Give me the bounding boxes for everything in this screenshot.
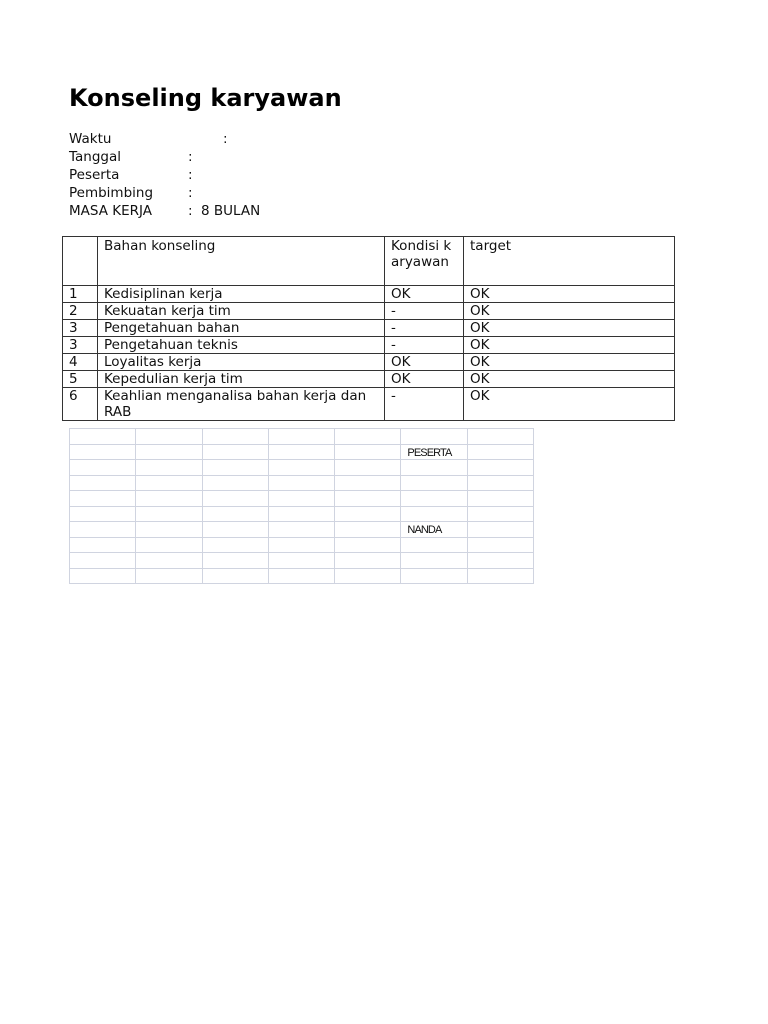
signature-grid-cell xyxy=(202,444,268,460)
signature-grid-cell xyxy=(335,444,401,460)
signature-grid-cell xyxy=(268,444,334,460)
signature-grid-cell xyxy=(401,506,467,522)
info-label: Peserta xyxy=(69,167,120,183)
table-row xyxy=(63,337,675,354)
signature-grid-cell xyxy=(202,568,268,584)
row-no: 3 xyxy=(63,337,98,354)
signature-grid-cell xyxy=(268,522,334,538)
signature-grid-cell xyxy=(335,460,401,476)
counseling-table xyxy=(62,236,675,421)
header-kondisi: Kondisi karyawan xyxy=(385,237,464,286)
table-row xyxy=(63,388,675,421)
signature-grid-cell xyxy=(268,491,334,507)
signature-grid-cell xyxy=(335,506,401,522)
signature-grid-row xyxy=(70,491,534,507)
row-no: 6 xyxy=(63,388,98,421)
signature-grid-cell xyxy=(136,491,202,507)
signature-grid-cell xyxy=(467,522,533,538)
row-bahan: Kepedulian kerja tim xyxy=(98,371,385,388)
signature-grid-row xyxy=(70,460,534,476)
signature-grid-cell xyxy=(136,537,202,553)
signature-grid-cell xyxy=(467,491,533,507)
signature-grid-cell xyxy=(136,568,202,584)
row-kondisi: - xyxy=(385,388,464,421)
row-no: 5 xyxy=(63,371,98,388)
row-bahan: Pengetahuan teknis xyxy=(98,337,385,354)
signature-grid-cell xyxy=(136,429,202,445)
signature-table xyxy=(69,428,534,584)
row-kondisi: - xyxy=(385,337,464,354)
row-target: OK xyxy=(464,286,675,303)
signature-grid-cell xyxy=(467,506,533,522)
signature-grid-cell xyxy=(136,475,202,491)
signature-grid-cell xyxy=(136,553,202,569)
signature-grid-cell xyxy=(268,475,334,491)
table-row xyxy=(63,371,675,388)
row-target: OK xyxy=(464,303,675,320)
signature-grid-cell xyxy=(467,553,533,569)
signature-grid-cell xyxy=(136,522,202,538)
signature-grid-cell xyxy=(202,522,268,538)
header-bahan: Bahan konseling xyxy=(98,237,385,286)
signature-grid xyxy=(69,428,534,584)
signature-grid-row xyxy=(70,475,534,491)
signature-grid-cell xyxy=(335,537,401,553)
row-target: OK xyxy=(464,354,675,371)
header-target: target xyxy=(464,237,675,286)
header-no xyxy=(63,237,98,286)
signature-grid-cell xyxy=(70,568,136,584)
signature-grid-cell xyxy=(335,429,401,445)
signature-grid-cell xyxy=(202,506,268,522)
signature-grid-cell xyxy=(335,491,401,507)
info-label: MASA KERJA xyxy=(69,203,152,219)
signature-grid-cell xyxy=(70,537,136,553)
row-bahan: Pengetahuan bahan xyxy=(98,320,385,337)
info-label: Tanggal xyxy=(69,149,122,165)
signature-grid-cell xyxy=(401,429,467,445)
row-kondisi: - xyxy=(385,303,464,320)
info-colon: : xyxy=(223,131,228,147)
row-kondisi: OK xyxy=(385,354,464,371)
signature-grid-cell xyxy=(401,522,467,538)
signature-grid-cell xyxy=(202,491,268,507)
row-target: OK xyxy=(464,388,675,421)
info-colon: : xyxy=(188,203,193,219)
signature-grid-cell xyxy=(202,553,268,569)
signature-grid-cell xyxy=(401,491,467,507)
row-no: 2 xyxy=(63,303,98,320)
signature-grid-cell xyxy=(70,553,136,569)
row-bahan: Kedisiplinan kerja xyxy=(98,286,385,303)
signature-grid-cell xyxy=(401,475,467,491)
row-kondisi: OK xyxy=(385,286,464,303)
signature-grid-cell xyxy=(335,475,401,491)
signature-grid-cell xyxy=(467,460,533,476)
signature-grid-cell xyxy=(202,475,268,491)
row-kondisi: - xyxy=(385,320,464,337)
signature-grid-cell xyxy=(467,429,533,445)
row-bahan: Kekuatan kerja tim xyxy=(98,303,385,320)
signature-grid-cell xyxy=(70,522,136,538)
table-row xyxy=(63,320,675,337)
signature-grid-cell xyxy=(335,553,401,569)
row-target: OK xyxy=(464,337,675,354)
row-kondisi: OK xyxy=(385,371,464,388)
signature-grid-cell xyxy=(70,506,136,522)
table-row xyxy=(63,303,675,320)
row-bahan: Keahlian menganalisa bahan kerja dan RAB xyxy=(98,388,385,421)
signature-grid-row xyxy=(70,506,534,522)
page-title: Konseling karyawan xyxy=(69,84,342,112)
signature-grid-cell xyxy=(467,537,533,553)
signature-grid-cell xyxy=(136,444,202,460)
signature-grid-cell xyxy=(335,522,401,538)
signature-grid-cell xyxy=(268,568,334,584)
signature-grid-cell xyxy=(467,568,533,584)
signature-grid-cell xyxy=(401,460,467,476)
row-target: OK xyxy=(464,371,675,388)
row-no: 4 xyxy=(63,354,98,371)
signature-grid-cell xyxy=(70,444,136,460)
signature-grid-cell xyxy=(268,460,334,476)
signature-grid-cell xyxy=(268,506,334,522)
row-no: 1 xyxy=(63,286,98,303)
signature-grid-cell xyxy=(335,568,401,584)
signature-grid-cell xyxy=(202,429,268,445)
signature-grid-cell xyxy=(70,475,136,491)
signature-grid-cell xyxy=(268,537,334,553)
signature-grid-cell xyxy=(268,429,334,445)
signature-peserta-label: PESERTA xyxy=(407,446,452,459)
row-target: OK xyxy=(464,320,675,337)
signature-grid-cell xyxy=(467,475,533,491)
signature-grid-cell xyxy=(70,460,136,476)
row-no: 3 xyxy=(63,320,98,337)
info-label: Waktu xyxy=(69,131,112,147)
signature-grid-cell xyxy=(467,444,533,460)
signature-grid-row xyxy=(70,522,534,538)
table-row xyxy=(63,286,675,303)
info-value-masa-kerja: 8 BULAN xyxy=(201,203,261,219)
signature-grid-cell xyxy=(202,537,268,553)
signature-grid-cell xyxy=(401,444,467,460)
signature-grid-cell xyxy=(202,460,268,476)
info-label: Pembimbing xyxy=(69,185,154,201)
info-colon: : xyxy=(188,149,193,165)
info-colon: : xyxy=(188,185,193,201)
signature-grid-row xyxy=(70,429,534,445)
signature-grid-cell xyxy=(136,506,202,522)
signature-grid-row xyxy=(70,553,534,569)
signature-grid-row xyxy=(70,568,534,584)
table-header-row xyxy=(63,237,675,286)
signature-grid-cell xyxy=(70,491,136,507)
signature-grid-row xyxy=(70,537,534,553)
table-row xyxy=(63,354,675,371)
signature-name: NANDA xyxy=(407,524,442,536)
signature-grid-cell xyxy=(70,429,136,445)
signature-grid-cell xyxy=(136,460,202,476)
signature-grid-cell xyxy=(268,553,334,569)
signature-grid-cell xyxy=(401,553,467,569)
signature-grid-row xyxy=(70,444,534,460)
info-colon: : xyxy=(188,167,193,183)
signature-grid-cell xyxy=(401,568,467,584)
signature-grid-cell xyxy=(401,537,467,553)
row-bahan: Loyalitas kerja xyxy=(98,354,385,371)
